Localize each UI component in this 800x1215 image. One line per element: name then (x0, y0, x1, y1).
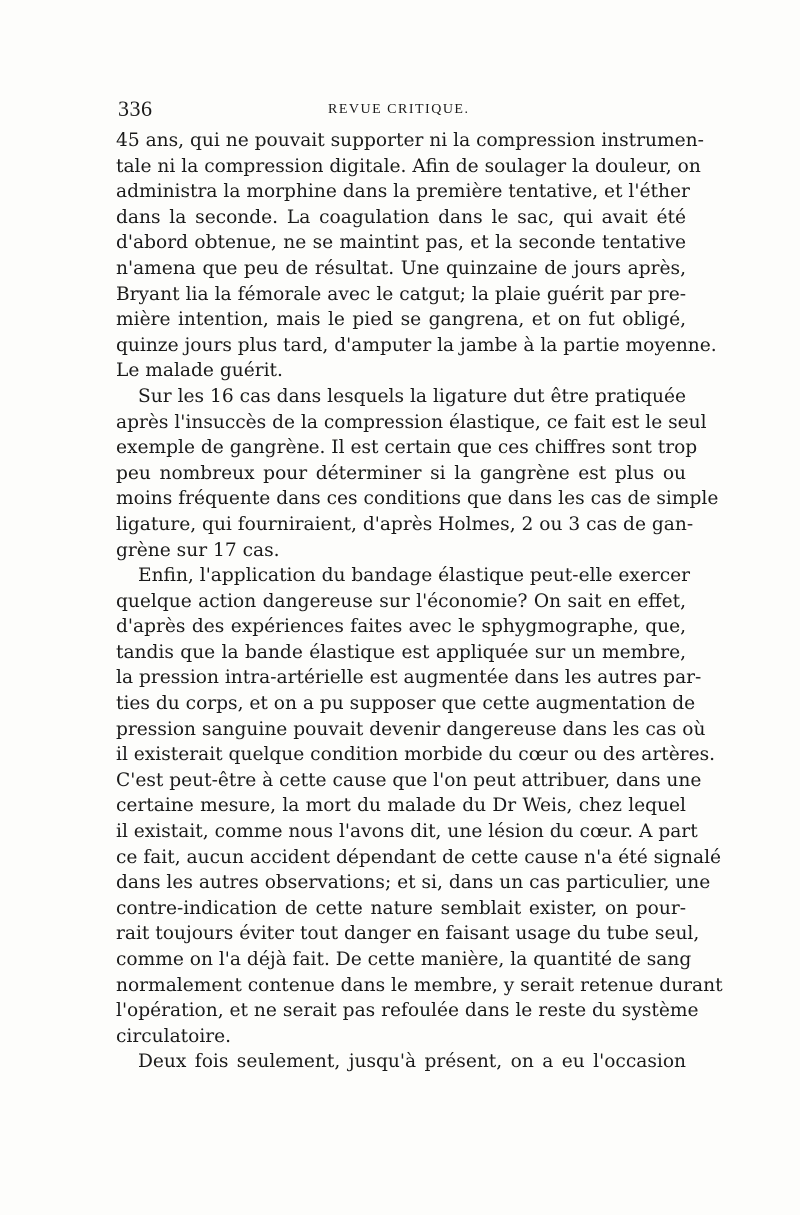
text-line: l'opération, et ne serait pas refoulée dans le reste du système (116, 1000, 699, 1022)
text-line: normalement contenue dans le membre, y serait retenue durant (116, 974, 723, 996)
text-line: contre-indication de cette nature semblait exister, on pour- (116, 897, 686, 919)
text-line: quelque action dangereuse sur l'économie? On sait en effet, (116, 590, 686, 612)
text-line: la pression intra-artérielle est augmentée dans les autres par- (116, 667, 702, 689)
text-line: rait toujours éviter tout danger en faisant usage du tube seul, (116, 923, 700, 945)
text-line: Enfin, l'application du bandage élastique peut-elle exercer (138, 565, 691, 587)
text-line: mière intention, mais le pied se gangrena, et on fut obligé, (116, 309, 686, 331)
text-line: certaine mesure, la mort du malade du Dr Weis, chez lequel (116, 795, 686, 817)
text-line: après l'insuccès de la compression élastique, ce fait est le seul (116, 411, 707, 433)
body-text (116, 128, 723, 1075)
text-line: comme on l'a déjà fait. De cette manière, la quantité de sang (116, 949, 692, 970)
paragraph-1 (116, 128, 717, 384)
page-header (118, 96, 688, 124)
text-line: tale ni la compression digitale. Afin de soulager la douleur, on (116, 155, 701, 177)
text-line: peu nombreux pour déterminer si la gangrène est plus ou (116, 462, 686, 484)
text-line: dans les autres observations; et si, dans un cas particulier, une (116, 872, 711, 894)
paragraph-2 (116, 384, 719, 563)
text-line: dans la seconde. La coagulation dans le sac, qui avait été (116, 206, 686, 228)
text-line: Le malade guérit. (116, 360, 283, 382)
text-line: grène sur 17 cas. (116, 539, 280, 561)
text-line: tandis que la bande élastique est appliquée sur un membre, (116, 641, 686, 663)
text-line: administra la morphine dans la première tentative, et l'éther (116, 181, 690, 203)
text-line: n'amena que peu de résultat. Une quinzaine de jours après, (116, 257, 686, 279)
paragraph-3 (116, 563, 723, 1049)
text-line: ce fait, aucun accident dépendant de cette cause n'a été signalé (116, 846, 722, 868)
text-line: ligature, qui fourniraient, d'après Holmes, 2 ou 3 cas de gan- (116, 513, 694, 535)
paragraph-4 (116, 1049, 686, 1075)
text-line: d'après des expériences faites avec le sphygmographe, que, (116, 616, 686, 638)
page-number: 336 (118, 96, 153, 121)
running-title: REVUE CRITIQUE. (328, 102, 470, 117)
text-line: moins fréquente dans ces conditions que dans les cas de simple (116, 488, 719, 510)
text-line: Bryant lia la fémorale avec le catgut; la plaie guérit par pre- (116, 283, 686, 305)
text-line: exemple de gangrène. Il est certain que ces chiffres sont trop (116, 437, 698, 459)
text-line: ties du corps, et on a pu supposer que cette augmentation de (116, 693, 696, 715)
text-line: il existait, comme nous l'avons dit, une lésion du cœur. A part (116, 821, 698, 843)
text-line: Deux fois seulement, jusqu'à présent, on a eu l'occasion (138, 1051, 686, 1073)
text-line: 45 ans, qui ne pouvait supporter ni la compression instrumen- (116, 130, 704, 151)
text-line: pression sanguine pouvait devenir dangereuse dans les cas où (116, 718, 706, 740)
text-line: C'est peut-être à cette cause que l'on peut attribuer, dans une (116, 769, 702, 791)
text-line: Sur les 16 cas dans lesquels la ligature dut être pratiquée (138, 385, 686, 407)
text-line: circulatoire. (116, 1025, 232, 1047)
text-line: d'abord obtenue, ne se maintint pas, et la seconde tentative (116, 232, 686, 254)
text-line: il existerait quelque condition morbide du cœur ou des artères. (116, 744, 716, 766)
text-line: quinze jours plus tard, d'amputer la jambe à la partie moyenne. (116, 334, 717, 356)
